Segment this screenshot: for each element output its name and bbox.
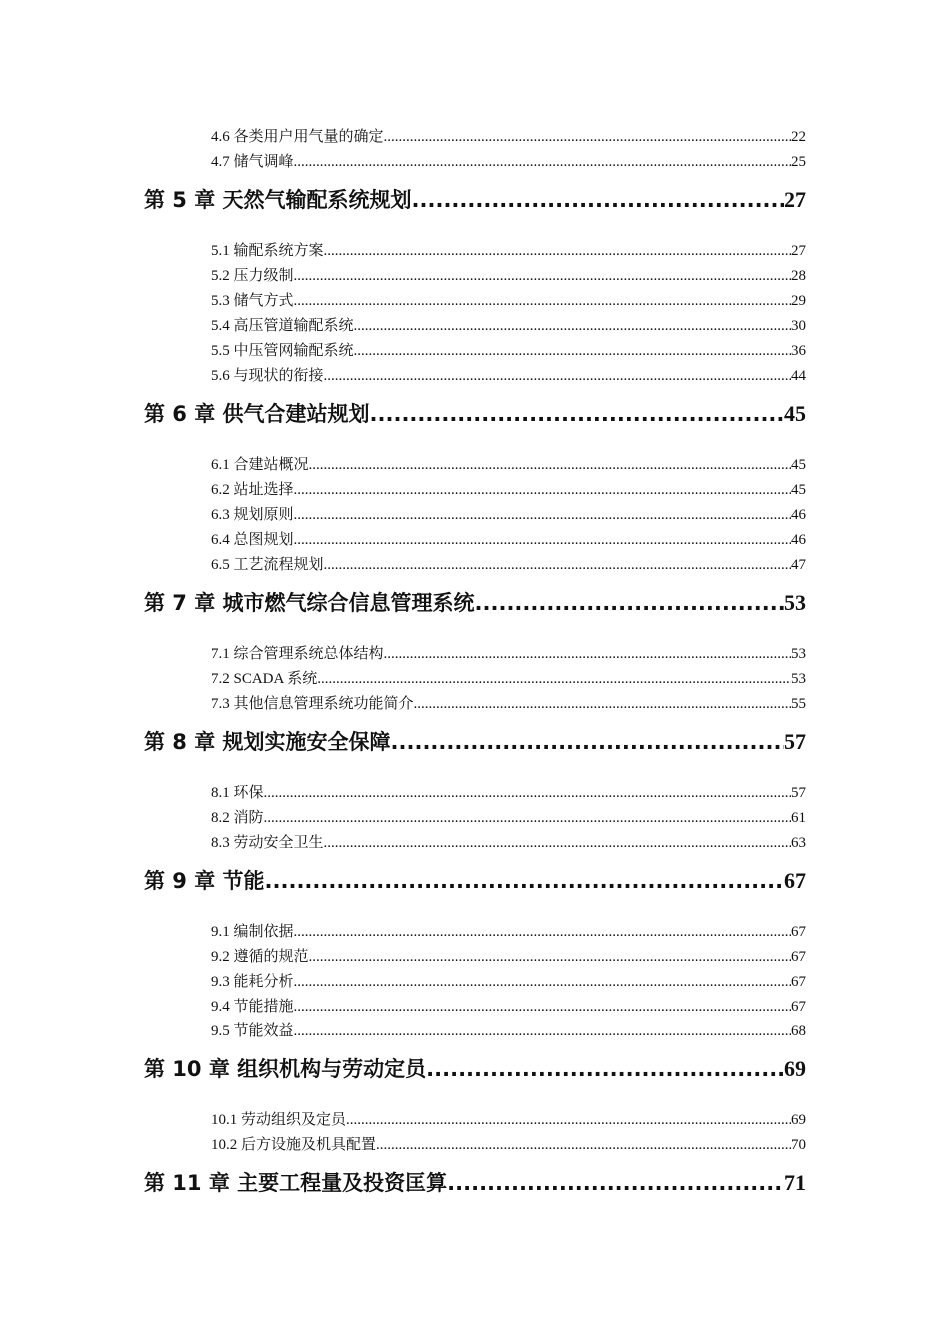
toc-entry-page: 47 — [791, 557, 806, 573]
toc-entry-page: 53 — [791, 671, 806, 687]
toc-leader-dots — [294, 972, 791, 992]
toc-chapter[interactable] — [144, 1168, 806, 1198]
toc-entry-title: 5.5 中压管网输配系统 — [211, 343, 354, 359]
toc-entry-title: 5.4 高压管道输配系统 — [211, 318, 354, 334]
toc-entry-page: 30 — [791, 318, 806, 334]
toc-leader-dots — [414, 694, 791, 714]
toc-entry-page: 69 — [791, 1112, 806, 1128]
toc-leader-dots — [412, 185, 784, 215]
toc-entry[interactable] — [211, 1021, 806, 1041]
toc-chapter-title: 第 7 章 城市燃气综合信息管理系统 — [144, 591, 475, 615]
toc-entry[interactable] — [211, 947, 806, 967]
toc-entry[interactable] — [211, 833, 806, 853]
toc-entry-title: 5.1 输配系统方案 — [211, 243, 324, 259]
toc-entry[interactable] — [211, 341, 806, 361]
toc-chapter-title: 第 9 章 节能 — [144, 869, 265, 893]
toc-entry-title: 7.2 SCADA 系统 — [211, 671, 318, 687]
toc-entry-page: 45 — [791, 482, 806, 498]
toc-entry-title: 6.5 工艺流程规划 — [211, 557, 324, 573]
toc-leader-dots — [309, 455, 791, 475]
toc-entry-title: 9.5 节能效益 — [211, 1023, 294, 1039]
toc-entry[interactable] — [211, 669, 806, 689]
toc-leader-dots — [391, 727, 784, 757]
toc-chapter-page: 67 — [784, 868, 806, 893]
toc-leader-dots — [294, 997, 791, 1017]
toc-entry-page: 67 — [791, 949, 806, 965]
toc-entry-page: 55 — [791, 696, 806, 712]
toc-entry-page: 25 — [791, 154, 806, 170]
toc-leader-dots — [265, 866, 784, 896]
toc-leader-dots — [294, 266, 791, 286]
toc-entry[interactable] — [211, 152, 806, 172]
toc-chapter-page: 57 — [784, 729, 806, 754]
toc-entry-page: 68 — [791, 1023, 806, 1039]
toc-chapter-title: 第 10 章 组织机构与劳动定员 — [144, 1057, 427, 1081]
toc-entry-page: 46 — [791, 532, 806, 548]
toc-entry[interactable] — [211, 783, 806, 803]
toc-entry[interactable] — [211, 366, 806, 386]
toc-entry[interactable] — [211, 127, 806, 147]
toc-leader-dots — [294, 152, 791, 172]
toc-entry-title: 6.4 总图规划 — [211, 532, 294, 548]
toc-entry-page: 57 — [791, 785, 806, 801]
toc-entry[interactable] — [211, 291, 806, 311]
toc-entry[interactable] — [211, 808, 806, 828]
toc-entry[interactable] — [211, 1110, 806, 1130]
toc-entry-page: 67 — [791, 974, 806, 990]
toc-leader-dots — [426, 1054, 784, 1084]
toc-entry-page: 67 — [791, 999, 806, 1015]
toc-entry-page: 67 — [791, 924, 806, 940]
toc-leader-dots — [294, 291, 791, 311]
toc-entry-title: 5.3 储气方式 — [211, 293, 294, 309]
toc-leader-dots — [384, 644, 791, 664]
toc-chapter-title: 第 11 章 主要工程量及投资匡算 — [144, 1171, 448, 1195]
toc-leader-dots — [475, 588, 784, 618]
toc-entry-page: 27 — [791, 243, 806, 259]
toc-chapter-page: 27 — [784, 187, 806, 212]
toc-chapter-title: 第 8 章 规划实施安全保障 — [144, 730, 391, 754]
toc-entry-title: 5.6 与现状的衔接 — [211, 368, 324, 384]
toc-entry-title: 5.2 压力级制 — [211, 268, 294, 284]
toc-entry[interactable] — [211, 530, 806, 550]
toc-entry[interactable] — [211, 241, 806, 261]
toc-leader-dots — [324, 366, 791, 386]
toc-entry-page: 70 — [791, 1137, 806, 1153]
toc-entry-title: 7.3 其他信息管理系统功能简介 — [211, 696, 414, 712]
toc-leader-dots — [324, 241, 791, 261]
toc-leader-dots — [294, 1021, 791, 1041]
toc-chapter-title: 第 5 章 天然气输配系统规划 — [144, 188, 412, 212]
toc-entry-page: 44 — [791, 368, 806, 384]
toc-entry-title: 8.3 劳动安全卫生 — [211, 835, 324, 851]
toc-chapter-page: 53 — [784, 590, 806, 615]
toc-entry-title: 9.1 编制依据 — [211, 924, 294, 940]
toc-leader-dots — [264, 783, 791, 803]
toc-entry[interactable] — [211, 694, 806, 714]
toc-entry-page: 61 — [791, 810, 806, 826]
toc-entry[interactable] — [211, 644, 806, 664]
toc-entry[interactable] — [211, 455, 806, 475]
toc-leader-dots — [354, 341, 791, 361]
toc-leader-dots — [294, 922, 791, 942]
toc-leader-dots — [346, 1110, 791, 1130]
toc-leader-dots — [354, 316, 791, 336]
toc-entry-title: 9.2 遵循的规范 — [211, 949, 309, 965]
toc-chapter-page: 69 — [784, 1056, 806, 1081]
toc-leader-dots — [294, 530, 791, 550]
toc-chapter[interactable] — [144, 1054, 806, 1084]
toc-entry-page: 53 — [791, 646, 806, 662]
toc-entry-title: 4.7 储气调峰 — [211, 154, 294, 170]
toc-leader-dots — [294, 505, 791, 525]
toc-entry-title: 6.2 站址选择 — [211, 482, 294, 498]
toc-leader-dots — [370, 399, 784, 429]
toc-leader-dots — [309, 947, 791, 967]
toc-chapter[interactable] — [144, 185, 806, 215]
toc-entry-page: 29 — [791, 293, 806, 309]
toc-chapter[interactable] — [144, 866, 806, 896]
toc-entry[interactable] — [211, 480, 806, 500]
toc-chapter[interactable] — [144, 727, 806, 757]
toc-leader-dots — [264, 808, 791, 828]
toc-chapter[interactable] — [144, 588, 806, 618]
toc-leader-dots — [447, 1168, 784, 1198]
toc-entry-page: 46 — [791, 507, 806, 523]
toc-chapter-page: 71 — [784, 1170, 806, 1195]
toc-entry-page: 28 — [791, 268, 806, 284]
toc-leader-dots — [294, 480, 791, 500]
toc-entry[interactable] — [211, 997, 806, 1017]
toc-entry[interactable] — [211, 972, 806, 992]
toc-entry-page: 36 — [791, 343, 806, 359]
toc-leader-dots — [317, 669, 791, 689]
toc-leader-dots — [376, 1135, 791, 1155]
toc-chapter-page: 45 — [784, 401, 806, 426]
toc-entry-page: 22 — [791, 129, 806, 145]
toc-chapter[interactable] — [144, 399, 806, 429]
toc-entry-title: 4.6 各类用户用气量的确定 — [211, 129, 384, 145]
toc-leader-dots — [324, 833, 791, 853]
toc-leader-dots — [384, 127, 791, 147]
toc-entry-title: 7.1 综合管理系统总体结构 — [211, 646, 384, 662]
toc-entry-title: 6.3 规划原则 — [211, 507, 294, 523]
toc-entry[interactable] — [211, 266, 806, 286]
toc-entry[interactable] — [211, 1135, 806, 1155]
toc-entry[interactable] — [211, 505, 806, 525]
toc-entry[interactable] — [211, 555, 806, 575]
toc-entry-title: 9.4 节能措施 — [211, 999, 294, 1015]
toc-entry[interactable] — [211, 922, 806, 942]
toc-chapter-title: 第 6 章 供气合建站规划 — [144, 402, 370, 426]
toc-entry-title: 10.2 后方设施及机具配置 — [211, 1137, 377, 1153]
toc-entry-page: 45 — [791, 457, 806, 473]
toc-entry-title: 8.1 环保 — [211, 785, 264, 801]
toc-entry-title: 6.1 合建站概况 — [211, 457, 309, 473]
toc-entry-page: 63 — [791, 835, 806, 851]
toc-entry[interactable] — [211, 316, 806, 336]
toc-entry-title: 10.1 劳动组织及定员 — [211, 1112, 347, 1128]
toc-leader-dots — [324, 555, 791, 575]
toc-entry-title: 8.2 消防 — [211, 810, 264, 826]
toc-entry-title: 9.3 能耗分析 — [211, 974, 294, 990]
